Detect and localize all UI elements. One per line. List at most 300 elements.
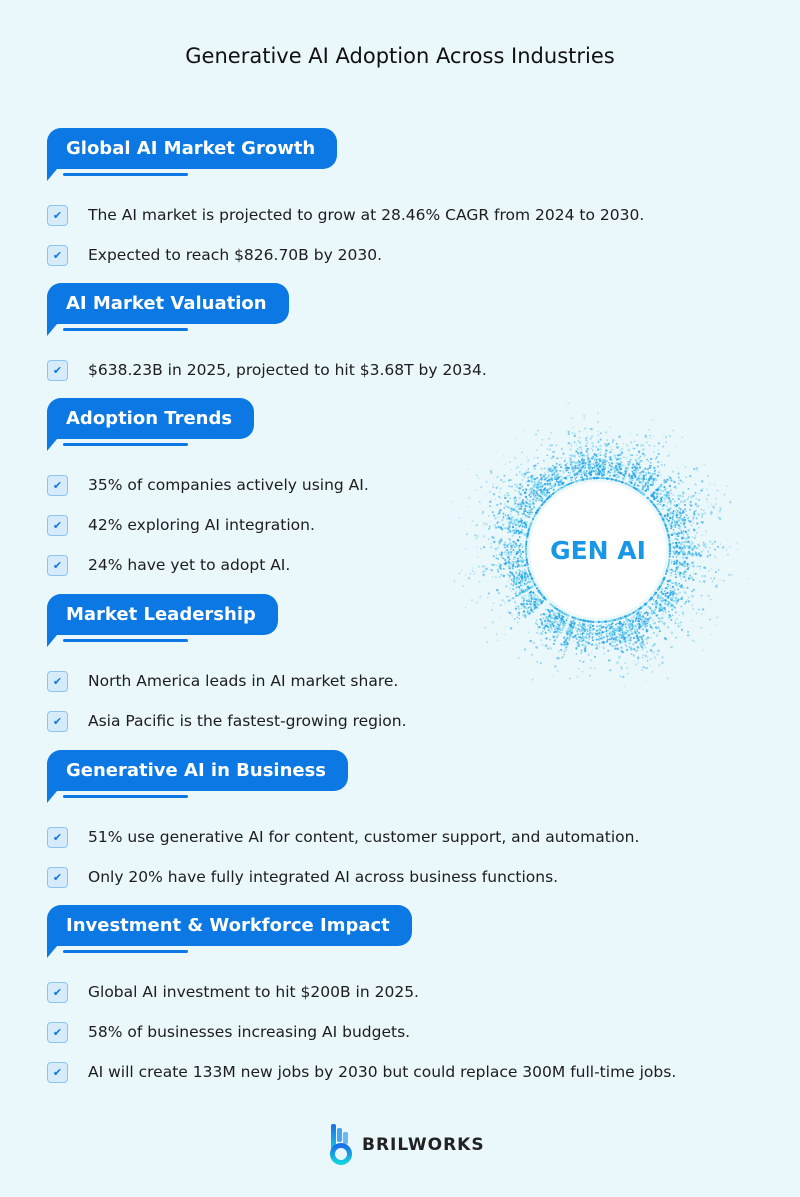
- burst-dot: [695, 554, 697, 556]
- burst-dot: [561, 657, 563, 659]
- burst-dot: [675, 582, 678, 585]
- burst-dot: [626, 649, 628, 651]
- burst-dot: [633, 611, 635, 613]
- burst-dot: [669, 477, 672, 480]
- burst-dot: [518, 487, 520, 489]
- burst-dot: [614, 628, 616, 630]
- section-heading: Generative AI in Business: [47, 750, 348, 791]
- burst-dot: [557, 623, 559, 625]
- burst-dot: [654, 656, 657, 659]
- list-item: [47, 350, 487, 390]
- burst-dot: [642, 487, 644, 489]
- burst-dot: [686, 545, 688, 547]
- burst-dot: [675, 511, 676, 512]
- burst-dot: [581, 471, 583, 473]
- burst-dot: [717, 490, 719, 492]
- burst-dot: [715, 503, 717, 505]
- burst-dot: [645, 611, 647, 613]
- burst-dot: [656, 495, 658, 497]
- burst-dot: [532, 579, 533, 580]
- burst-dot: [617, 471, 619, 473]
- burst-dot: [514, 483, 515, 484]
- burst-dot: [657, 501, 658, 502]
- burst-dot: [562, 627, 564, 629]
- burst-dot: [533, 582, 535, 584]
- burst-dot: [660, 497, 662, 499]
- burst-dot: [528, 530, 530, 532]
- burst-dot: [552, 456, 554, 458]
- burst-dot: [662, 593, 664, 595]
- burst-dot: [686, 533, 688, 535]
- burst-dot: [620, 468, 622, 470]
- burst-dot: [541, 444, 543, 446]
- burst-dot: [649, 598, 651, 600]
- burst-dot: [591, 621, 592, 622]
- burst-dot: [680, 625, 681, 626]
- burst-dot: [669, 552, 671, 554]
- burst-dot: [664, 501, 665, 502]
- burst-dot: [510, 627, 512, 629]
- burst-dot: [649, 435, 651, 437]
- burst-dot: [520, 525, 522, 527]
- burst-dot: [701, 575, 703, 577]
- burst-dot: [536, 477, 538, 479]
- burst-dot: [669, 585, 670, 586]
- burst-dot: [655, 458, 657, 460]
- burst-dot: [510, 546, 512, 548]
- burst-dot: [671, 520, 673, 522]
- burst-dot: [471, 599, 473, 601]
- burst-dot: [540, 614, 542, 616]
- burst-dot: [672, 526, 673, 527]
- burst-dot: [696, 469, 698, 471]
- burst-dot: [650, 477, 652, 479]
- burst-dot: [698, 552, 701, 555]
- burst-dot: [664, 609, 666, 611]
- burst-dot: [676, 584, 678, 586]
- burst-dot: [598, 629, 600, 631]
- burst-dot: [500, 479, 502, 481]
- burst-dot: [544, 621, 546, 623]
- burst-dot: [495, 527, 497, 529]
- burst-dot: [640, 473, 642, 475]
- burst-dot: [728, 574, 730, 576]
- burst-dot: [674, 532, 675, 533]
- burst-dot: [577, 440, 579, 442]
- burst-dot: [564, 651, 566, 653]
- burst-dot: [680, 584, 682, 586]
- burst-dot: [670, 572, 672, 574]
- burst-dot: [531, 475, 533, 477]
- heading-underline: [63, 639, 188, 642]
- burst-dot: [621, 641, 623, 643]
- burst-dot: [523, 572, 525, 574]
- burst-dot: [660, 485, 662, 487]
- burst-dot: [644, 625, 645, 626]
- burst-dot: [664, 624, 666, 626]
- burst-dot: [530, 496, 532, 498]
- burst-dot: [572, 471, 573, 472]
- burst-dot: [675, 542, 677, 544]
- burst-dot: [618, 435, 620, 437]
- burst-dot: [571, 432, 573, 434]
- burst-dot: [679, 507, 680, 508]
- burst-dot: [530, 509, 532, 511]
- burst-dot: [636, 434, 638, 436]
- burst-dot: [589, 461, 590, 462]
- burst-dot: [655, 600, 657, 602]
- section: [47, 750, 787, 886]
- burst-dot: [514, 504, 515, 505]
- burst-dot: [642, 453, 644, 455]
- burst-dot: [485, 568, 487, 570]
- burst-dot: [669, 435, 671, 437]
- burst-dot: [492, 486, 494, 488]
- burst-dot: [677, 473, 679, 475]
- burst-dot: [653, 612, 655, 614]
- burst-dot: [533, 507, 535, 509]
- item-text: $638.23B in 2025, projected to hit $3.68T by 2034.: [88, 361, 487, 379]
- burst-dot: [511, 572, 513, 574]
- burst-dot: [696, 522, 698, 524]
- burst-dot: [598, 435, 599, 436]
- burst-dot: [684, 560, 687, 563]
- burst-dot: [529, 506, 531, 508]
- burst-dot: [519, 483, 521, 485]
- burst-dot: [631, 613, 633, 615]
- burst-dot: [653, 451, 655, 453]
- burst-dot: [703, 549, 704, 550]
- burst-dot: [494, 517, 497, 520]
- burst-dot: [581, 449, 583, 451]
- burst-dot: [683, 501, 684, 502]
- burst-dot: [584, 632, 586, 634]
- burst-dot: [657, 633, 658, 634]
- burst-dot: [550, 432, 552, 434]
- burst-dot: [645, 473, 647, 475]
- burst-dot: [566, 637, 568, 639]
- burst-dot: [500, 574, 502, 576]
- burst-dot: [540, 474, 542, 476]
- burst-dot: [596, 634, 598, 636]
- burst-dot: [521, 513, 523, 515]
- burst-dot: [674, 562, 676, 564]
- burst-dot: [506, 546, 508, 548]
- burst-dot: [501, 519, 503, 521]
- burst-dot: [729, 501, 732, 504]
- burst-dot: [563, 643, 565, 645]
- burst-dot: [682, 563, 684, 565]
- burst-dot: [517, 539, 519, 541]
- burst-dot: [516, 552, 518, 554]
- burst-dot: [484, 627, 486, 629]
- burst-dot: [681, 522, 683, 524]
- burst-dot: [572, 465, 574, 467]
- burst-dot: [600, 628, 602, 630]
- burst-dot: [602, 472, 604, 474]
- burst-dot: [613, 470, 615, 472]
- burst-dot: [510, 510, 512, 512]
- burst-dot: [678, 532, 680, 534]
- burst-dot: [664, 515, 666, 517]
- burst-dot: [540, 639, 542, 641]
- burst-dot: [596, 621, 598, 623]
- burst-dot: [619, 626, 620, 627]
- burst-dot: [637, 630, 639, 632]
- burst-dot: [680, 518, 683, 521]
- burst-dot: [525, 579, 527, 581]
- burst-dot: [676, 568, 678, 570]
- burst-dot: [568, 636, 570, 638]
- burst-dot: [703, 580, 705, 582]
- burst-dot: [503, 568, 505, 570]
- burst-dot: [717, 516, 719, 518]
- burst-dot: [652, 671, 654, 673]
- burst-dot: [672, 517, 674, 519]
- burst-dot: [488, 539, 489, 540]
- burst-dot: [697, 547, 699, 549]
- burst-dot: [700, 521, 702, 523]
- burst-dot: [596, 626, 597, 627]
- burst-dot: [663, 434, 665, 436]
- burst-dot: [561, 448, 563, 450]
- burst-dot: [517, 530, 519, 532]
- burst-dot: [572, 621, 575, 624]
- burst-dot: [525, 488, 527, 490]
- burst-dot: [549, 631, 551, 633]
- burst-dot: [646, 625, 648, 627]
- burst-dot: [497, 569, 499, 571]
- burst-dot: [540, 602, 542, 604]
- burst-dot: [646, 642, 648, 644]
- burst-dot: [514, 601, 516, 603]
- burst-dot: [497, 475, 499, 477]
- burst-dot: [489, 505, 491, 507]
- burst-dot: [571, 632, 573, 634]
- burst-dot: [586, 450, 588, 452]
- burst-dot: [504, 547, 506, 549]
- burst-dot: [566, 620, 567, 621]
- burst-dot: [619, 640, 621, 642]
- burst-dot: [511, 615, 513, 617]
- burst-dot: [682, 512, 684, 514]
- burst-dot: [506, 549, 508, 551]
- burst-dot: [607, 650, 609, 652]
- burst-dot: [589, 675, 591, 677]
- burst-dot: [581, 476, 583, 478]
- burst-dot: [607, 472, 609, 474]
- burst-dot: [507, 574, 508, 575]
- burst-dot: [599, 477, 601, 479]
- burst-dot: [507, 551, 509, 553]
- burst-dot: [517, 606, 519, 608]
- burst-dot: [639, 481, 641, 483]
- burst-dot: [567, 617, 569, 619]
- burst-dot: [667, 626, 669, 628]
- burst-dot: [556, 612, 558, 614]
- burst-dot: [645, 638, 647, 640]
- burst-dot: [547, 648, 549, 650]
- burst-dot: [693, 573, 694, 574]
- burst-dot: [605, 453, 607, 455]
- burst-dot: [518, 546, 519, 547]
- burst-dot: [689, 475, 691, 477]
- burst-dot: [610, 472, 611, 473]
- burst-dot: [511, 563, 513, 565]
- burst-dot: [593, 467, 595, 469]
- burst-dot: [541, 595, 544, 598]
- burst-dot: [587, 459, 589, 461]
- burst-dot: [647, 614, 649, 616]
- burst-dot: [668, 606, 669, 607]
- heading-underline: [63, 328, 188, 331]
- burst-dot: [558, 650, 560, 652]
- burst-dot: [720, 543, 721, 544]
- burst-dot: [496, 634, 498, 636]
- burst-dot: [507, 560, 508, 561]
- burst-dot: [679, 564, 681, 566]
- burst-dot: [625, 630, 626, 631]
- burst-dot: [650, 665, 652, 667]
- burst-dot: [517, 560, 519, 562]
- burst-dot: [500, 497, 502, 499]
- list-item: [47, 1052, 676, 1092]
- burst-dot: [563, 486, 564, 487]
- burst-dot: [539, 591, 540, 592]
- burst-dot: [576, 676, 578, 678]
- burst-dot: [489, 491, 491, 493]
- burst-dot: [604, 459, 606, 461]
- burst-dot: [664, 603, 666, 605]
- burst-dot: [657, 461, 659, 463]
- burst-dot: [575, 480, 577, 482]
- burst-dot: [583, 472, 585, 474]
- burst-dot: [692, 495, 694, 497]
- burst-dot: [654, 445, 656, 447]
- burst-dot: [515, 608, 517, 610]
- burst-dot: [590, 428, 592, 430]
- burst-dot: [679, 517, 680, 518]
- burst-dot: [670, 591, 672, 593]
- burst-dot: [519, 493, 521, 495]
- burst-dot: [535, 434, 537, 436]
- burst-dot: [615, 474, 617, 476]
- burst-dot: [540, 632, 541, 633]
- burst-dot: [589, 623, 591, 625]
- burst-dot: [683, 522, 685, 524]
- burst-dot: [687, 517, 688, 518]
- burst-dot: [657, 466, 659, 468]
- burst-dot: [666, 527, 667, 528]
- brilworks-logo-icon: [330, 1124, 354, 1166]
- burst-dot: [548, 469, 549, 470]
- burst-dot: [667, 491, 669, 493]
- burst-dot: [633, 661, 634, 662]
- burst-dot: [503, 455, 505, 457]
- burst-dot: [644, 647, 646, 649]
- burst-dot: [687, 587, 689, 589]
- burst-dot: [695, 510, 697, 512]
- burst-dot: [537, 629, 538, 630]
- burst-dot: [602, 626, 603, 627]
- burst-dot: [691, 604, 693, 606]
- burst-dot: [675, 526, 677, 528]
- list-item: [47, 972, 676, 1012]
- burst-dot: [517, 513, 519, 515]
- burst-dot: [581, 459, 583, 461]
- burst-dot: [665, 638, 667, 640]
- burst-dot: [687, 568, 689, 570]
- burst-dot: [536, 632, 538, 634]
- burst-dot: [546, 613, 548, 615]
- burst-dot: [496, 487, 498, 489]
- burst-dot: [562, 471, 563, 472]
- burst-dot: [652, 603, 654, 605]
- burst-dot: [680, 532, 682, 534]
- burst-dot: [633, 648, 635, 650]
- burst-dot: [532, 597, 534, 599]
- burst-dot: [522, 523, 524, 525]
- burst-dot: [515, 467, 517, 469]
- burst-dot: [492, 576, 494, 578]
- burst-dot: [579, 461, 581, 463]
- burst-dot: [667, 502, 669, 504]
- burst-dot: [695, 484, 696, 485]
- burst-dot: [565, 641, 567, 643]
- burst-dot: [687, 488, 689, 490]
- burst-dot: [645, 484, 646, 485]
- burst-dot: [610, 468, 612, 470]
- burst-dot: [687, 631, 689, 633]
- burst-dot: [637, 620, 639, 622]
- burst-dot: [513, 544, 515, 546]
- burst-dot: [597, 468, 599, 470]
- burst-dot: [527, 610, 529, 612]
- burst-dot: [631, 477, 633, 479]
- burst-dot: [667, 533, 669, 535]
- burst-dot: [444, 514, 446, 516]
- burst-dot: [578, 668, 579, 669]
- burst-dot: [503, 507, 505, 509]
- burst-dot: [634, 628, 636, 630]
- burst-dot: [589, 626, 591, 628]
- burst-dot: [571, 468, 573, 470]
- burst-dot: [507, 544, 509, 546]
- burst-dot: [544, 472, 545, 473]
- burst-dot: [490, 543, 491, 544]
- burst-dot: [678, 498, 680, 500]
- burst-dot: [554, 621, 556, 623]
- burst-dot: [524, 648, 526, 650]
- burst-dot: [493, 603, 494, 604]
- burst-dot: [601, 642, 602, 643]
- burst-dot: [542, 617, 544, 619]
- burst-dot: [563, 637, 565, 639]
- burst-dot: [551, 474, 553, 476]
- burst-dot: [493, 514, 495, 516]
- burst-dot: [557, 476, 559, 478]
- burst-dot: [633, 637, 634, 638]
- burst-dot: [612, 439, 614, 441]
- burst-dot: [580, 443, 581, 444]
- burst-dot: [477, 535, 479, 537]
- burst-dot: [702, 649, 704, 651]
- burst-dot: [568, 442, 570, 444]
- burst-dot: [541, 621, 543, 623]
- burst-dot: [519, 545, 521, 547]
- burst-dot: [515, 524, 517, 526]
- burst-dot: [516, 474, 518, 476]
